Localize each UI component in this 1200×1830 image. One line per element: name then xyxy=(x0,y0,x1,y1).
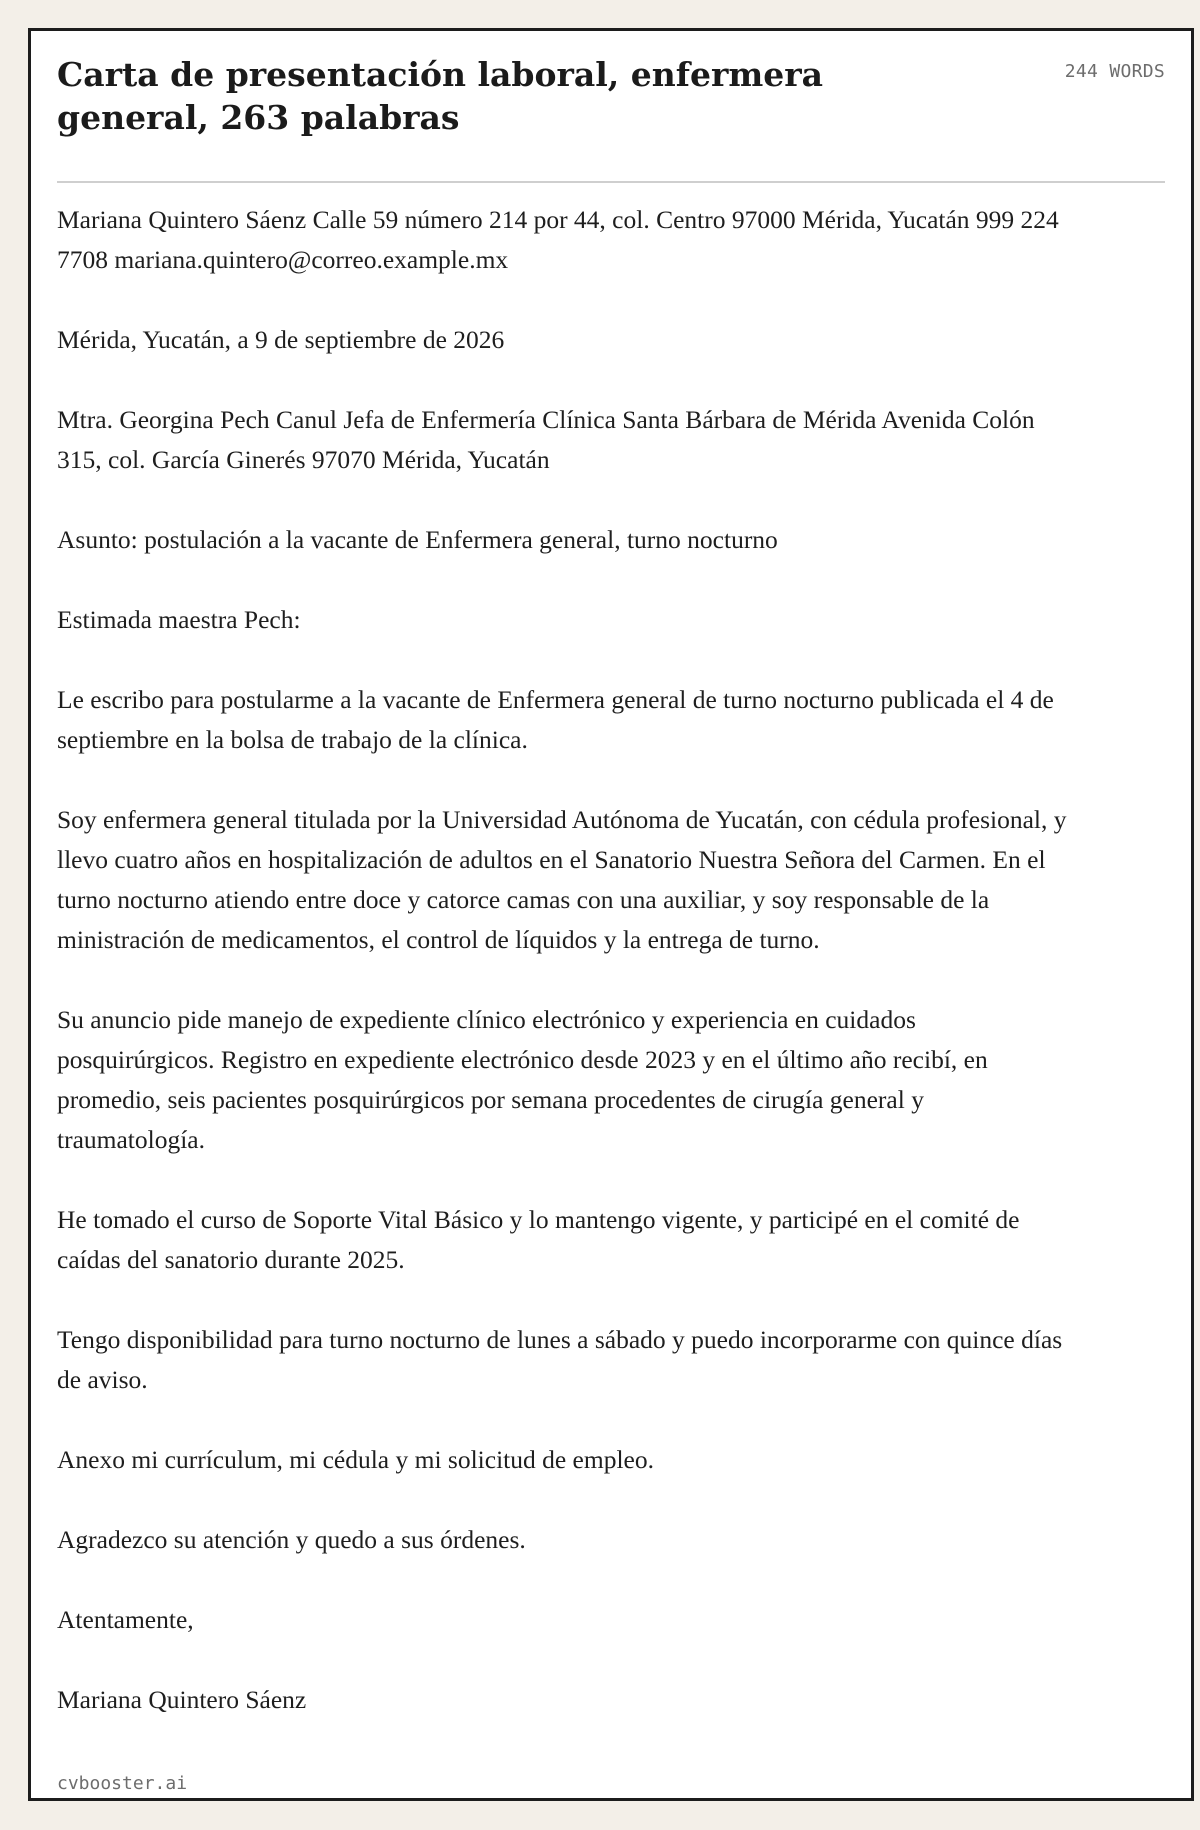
body-paragraph-thanks: Agradezco su atención y quedo a sus órdenes. xyxy=(57,1525,526,1554)
letter-body xyxy=(57,183,1067,1720)
letter-subject: Asunto: postulación a la vacante de Enfermera general, turno nocturno xyxy=(57,525,778,554)
body-paragraph-intro: Le escribo para postularme a la vacante de Enfermera general de turno nocturno publicada el 4 de septiembre en la bolsa de trabajo de la clínica. xyxy=(57,685,1054,754)
letter-header xyxy=(57,53,1165,183)
closing: Atentamente, xyxy=(57,1605,194,1634)
recipient-block: Mtra. Georgina Pech Canul Jefa de Enfermería Clínica Santa Bárbara de Mérida Avenida Colón 315, col. García Ginerés 97070 Mérida, Yucatán xyxy=(57,405,1035,474)
brand-footer: cvbooster.ai xyxy=(57,1773,188,1794)
body-paragraph-attachments: Anexo mi currículum, mi cédula y mi solicitud de empleo. xyxy=(57,1445,654,1474)
body-paragraph-availability: Tengo disponibilidad para turno nocturno de lunes a sábado y puedo incorporarme con quince días de aviso. xyxy=(57,1325,1063,1394)
salutation: Estimada maestra Pech: xyxy=(57,605,301,634)
signature: Mariana Quintero Sáenz xyxy=(57,1685,307,1714)
word-count-badge: 244 WORDS xyxy=(1064,61,1165,82)
letter-date: Mérida, Yucatán, a 9 de septiembre de 2026 xyxy=(57,325,505,354)
body-paragraph-experience: Soy enfermera general titulada por la Universidad Autónoma de Yucatán, con cédula profesional, y llevo cuatro años en hospitalización de adultos en el Sanatorio Nuestra Señora del Carmen. En el turno nocturno atiendo entre doce y catorce camas con una auxiliar, y soy responsable de la ministración de medicamentos, el control de líquidos y la entrega de turno. xyxy=(57,805,1067,954)
page-title: Carta de presentación laboral, enfermera general, 263 palabras xyxy=(57,55,824,137)
sender-block: Mariana Quintero Sáenz Calle 59 número 214 por 44, col. Centro 97000 Mérida, Yucatán 999 224 7708 mariana.quintero@correo.example.mx xyxy=(57,205,1059,274)
letter-card xyxy=(28,28,1194,1801)
body-paragraph-training: He tomado el curso de Soporte Vital Básico y lo mantengo vigente, y participé en el comité de caídas del sanatorio durante 2025. xyxy=(57,1205,1020,1274)
body-paragraph-requirements: Su anuncio pide manejo de expediente clínico electrónico y experiencia en cuidados posquirúrgicos. Registro en expediente electrónico desde 2023 y en el último año recibí, en promedio, seis pacientes posquirúrgicos por semana procedentes de cirugía general y traumatología. xyxy=(57,1005,988,1154)
